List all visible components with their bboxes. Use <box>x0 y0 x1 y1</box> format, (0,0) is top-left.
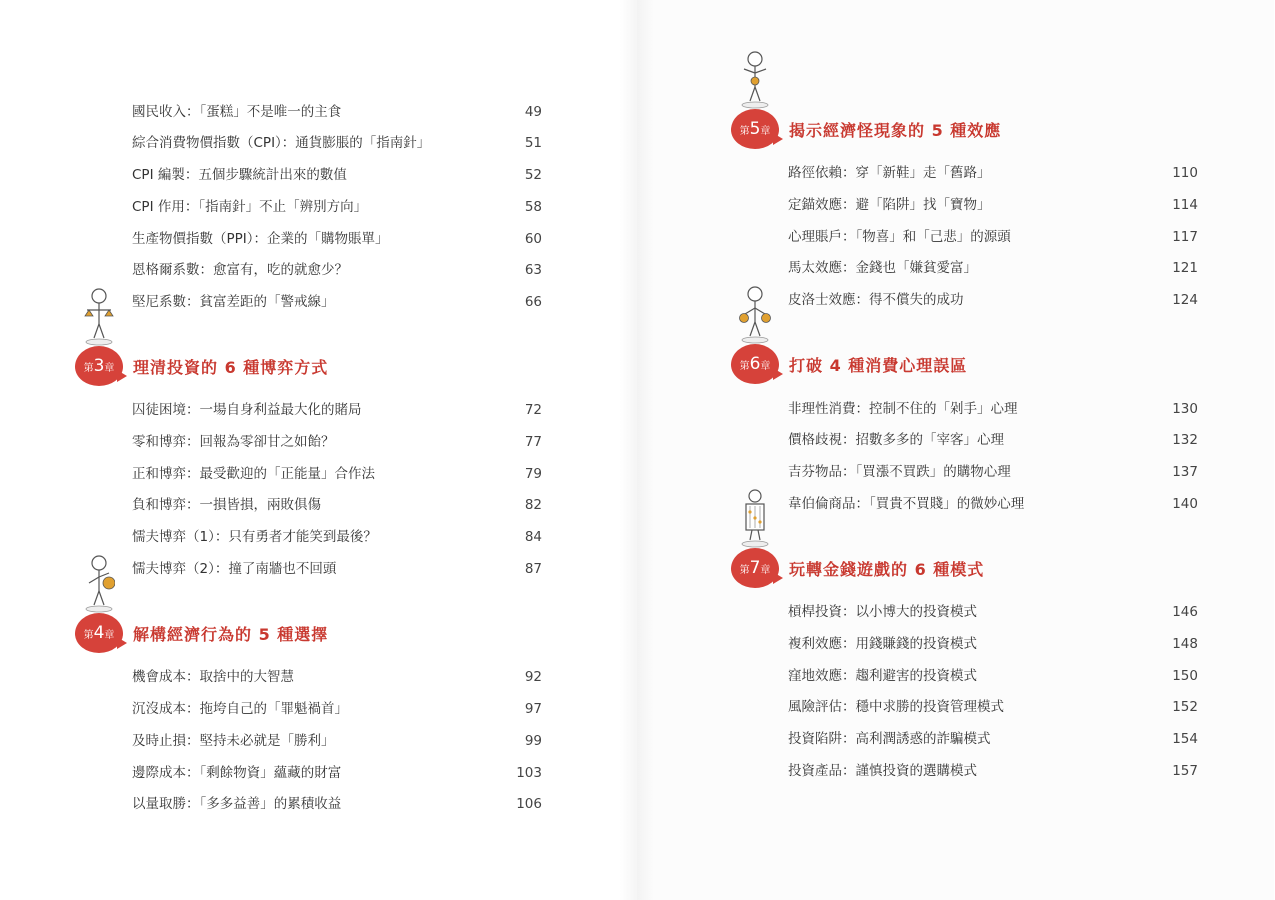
toc-entry-title: 心理賬戶：「物喜」和「己悲」的源頭 <box>788 229 1011 245</box>
toc-entry[interactable] <box>132 131 542 155</box>
toc-entry-title: CPI 編製：五個步驟統計出來的數值 <box>132 167 347 183</box>
toc-entry-title: 韋伯倫商品：「買貴不買賤」的微妙心理 <box>788 496 1025 512</box>
toc-entry[interactable] <box>132 697 542 721</box>
toc-entry[interactable] <box>788 193 1198 217</box>
toc-entry-page: 63 <box>524 262 542 278</box>
toc-entry-page: 150 <box>1172 668 1198 684</box>
toc-entry-title: 複利效應：用錢賺錢的投資模式 <box>788 636 977 652</box>
toc-entry-title: 負和博弈：一損皆損，兩敗俱傷 <box>132 497 321 513</box>
toc-entry-page: 82 <box>524 497 542 513</box>
toc-entry-title: 窪地效應：趨利避害的投資模式 <box>788 668 977 684</box>
toc-entry-page: 79 <box>524 466 542 482</box>
chapter-badge: 第5章 <box>731 109 779 149</box>
toc-entry-page: 92 <box>524 669 542 685</box>
chapter-title: 揭示經濟怪現象的 5 種效應 <box>789 121 1002 140</box>
toc-entry[interactable] <box>788 632 1198 656</box>
toc-entry[interactable] <box>132 665 542 689</box>
toc-entry[interactable] <box>132 258 542 282</box>
toc-entry-page: 66 <box>524 294 542 310</box>
toc-entry-title: 零和博弈：回報為零卻甘之如飴？ <box>132 434 335 450</box>
toc-entry[interactable] <box>788 600 1198 624</box>
chapter-title: 打破 4 種消費心理誤區 <box>789 356 968 375</box>
toc-entry-title: 懦夫博弈（2）：撞了南牆也不回頭 <box>132 561 337 577</box>
toc-entry[interactable] <box>132 100 542 124</box>
toc-entry-title: 懦夫博弈（1）：只有勇者才能笑到最後？ <box>132 529 377 545</box>
chapter-title: 理清投資的 6 種博弈方式 <box>133 358 329 377</box>
toc-entry-title: 囚徒困境：一場自身利益最大化的賭局 <box>132 402 362 418</box>
chapter-3-heading[interactable] <box>75 338 375 398</box>
toc-entry-title: 邊際成本：「剩餘物資」蘊藏的財富 <box>132 765 342 781</box>
toc-entry-page: 49 <box>524 104 542 120</box>
toc-entry-page: 97 <box>524 701 542 717</box>
toc-entry-title: 馬太效應：金錢也「嫌貧愛富」 <box>788 260 977 276</box>
chapter-4-heading[interactable] <box>75 605 375 665</box>
toc-entry-page: 152 <box>1172 699 1198 715</box>
toc-entry[interactable] <box>132 462 542 486</box>
toc-entry-page: 72 <box>524 402 542 418</box>
toc-entry-title: 堅尼系數：貧富差距的「警戒線」 <box>132 294 335 310</box>
chapter-title: 玩轉金錢遊戲的 6 種模式 <box>789 560 985 579</box>
toc-entry[interactable] <box>788 256 1198 280</box>
figure-moneybag-icon <box>83 553 115 613</box>
toc-entry-title: 風險評估：穩中求勝的投資管理模式 <box>788 699 1004 715</box>
toc-entry[interactable] <box>132 557 542 581</box>
toc-entry[interactable] <box>788 225 1198 249</box>
toc-entry[interactable] <box>788 695 1198 719</box>
toc-entry-page: 140 <box>1172 496 1198 512</box>
toc-entry-title: 定錨效應：避「陷阱」找「寶物」 <box>788 197 991 213</box>
chapter-badge: 第7章 <box>731 548 779 588</box>
toc-entry-title: CPI 作用：「指南針」不止「辨別方向」 <box>132 199 368 215</box>
toc-entry-page: 110 <box>1172 165 1198 181</box>
chapter-6-heading[interactable] <box>731 336 1051 396</box>
book-gutter <box>620 0 654 900</box>
toc-entry-title: 非理性消費：控制不住的「剁手」心理 <box>788 401 1018 417</box>
chapter-5-heading[interactable] <box>731 101 1051 161</box>
toc-entry-page: 84 <box>524 529 542 545</box>
toc-entry-title: 沉沒成本：拖垮自己的「罪魁禍首」 <box>132 701 348 717</box>
toc-entry-page: 58 <box>524 199 542 215</box>
toc-entry-page: 124 <box>1172 292 1198 308</box>
toc-entry[interactable] <box>788 460 1198 484</box>
toc-entry-title: 投資陷阱：高利潤誘惑的詐騙模式 <box>788 731 991 747</box>
toc-entry[interactable] <box>132 227 542 251</box>
toc-entry[interactable] <box>788 428 1198 452</box>
toc-entry-title: 機會成本：取捨中的大智慧 <box>132 669 294 685</box>
toc-entry-page: 137 <box>1172 464 1198 480</box>
chapter-badge: 第3章 <box>75 346 123 386</box>
toc-entry-page: 106 <box>516 796 542 812</box>
toc-entry[interactable] <box>132 163 542 187</box>
toc-entry[interactable] <box>132 525 542 549</box>
toc-entry[interactable] <box>788 492 1198 516</box>
figure-abacus-icon <box>739 488 771 548</box>
toc-entry[interactable] <box>788 397 1198 421</box>
toc-entry-page: 52 <box>524 167 542 183</box>
toc-entry[interactable] <box>132 729 542 753</box>
toc-entry[interactable] <box>788 727 1198 751</box>
toc-entry-page: 157 <box>1172 763 1198 779</box>
figure-scales-icon <box>83 286 115 346</box>
toc-entry-page: 60 <box>524 231 542 247</box>
toc-entry-title: 槓桿投資：以小博大的投資模式 <box>788 604 977 620</box>
figure-moneybags-icon <box>739 284 771 344</box>
toc-entry[interactable] <box>788 288 1198 312</box>
chapter-badge: 第4章 <box>75 613 123 653</box>
toc-entry-page: 146 <box>1172 604 1198 620</box>
toc-entry-title: 生產物價指數（PPI）：企業的「購物賬單」 <box>132 231 389 247</box>
toc-entry[interactable] <box>788 161 1198 185</box>
toc-entry-title: 以量取勝：「多多益善」的累積收益 <box>132 796 342 812</box>
chapter-title: 解構經濟行為的 5 種選擇 <box>133 625 329 644</box>
chapter-7-heading[interactable] <box>731 540 1051 600</box>
toc-entry-title: 投資產品：謹慎投資的選購模式 <box>788 763 977 779</box>
toc-entry-page: 130 <box>1172 401 1198 417</box>
toc-entry-page: 99 <box>524 733 542 749</box>
toc-entry-page: 148 <box>1172 636 1198 652</box>
toc-entry-title: 價格歧視：招數多多的「宰客」心理 <box>788 432 1004 448</box>
toc-entry-page: 114 <box>1172 197 1198 213</box>
toc-entry-title: 綜合消費物價指數（CPI）：通貨膨脹的「指南針」 <box>132 135 431 151</box>
toc-entry[interactable] <box>132 493 542 517</box>
toc-entry-title: 皮洛士效應：得不償失的成功 <box>788 292 964 308</box>
toc-entry[interactable] <box>132 290 542 314</box>
toc-entry[interactable] <box>132 430 542 454</box>
toc-entry[interactable] <box>788 664 1198 688</box>
toc-entry-title: 及時止損：堅持未必就是「勝利」 <box>132 733 335 749</box>
toc-entry-page: 87 <box>524 561 542 577</box>
toc-entry-page: 103 <box>516 765 542 781</box>
toc-entry-page: 121 <box>1172 260 1198 276</box>
toc-entry[interactable] <box>132 761 542 785</box>
toc-entry[interactable] <box>132 195 542 219</box>
toc-entry-title: 吉芬物品：「買漲不買跌」的購物心理 <box>788 464 1011 480</box>
toc-entry[interactable] <box>132 398 542 422</box>
chapter-badge: 第6章 <box>731 344 779 384</box>
toc-entry-page: 132 <box>1172 432 1198 448</box>
toc-entry-page: 77 <box>524 434 542 450</box>
toc-entry-page: 51 <box>524 135 542 151</box>
toc-entry-page: 154 <box>1172 731 1198 747</box>
figure-juggler-icon <box>739 49 771 109</box>
toc-entry-title: 恩格爾系數：愈富有，吃的就愈少？ <box>132 262 348 278</box>
toc-entry[interactable] <box>788 759 1198 783</box>
toc-entry[interactable] <box>132 792 542 816</box>
toc-entry-title: 路徑依賴：穿「新鞋」走「舊路」 <box>788 165 991 181</box>
toc-entry-title: 正和博弈：最受歡迎的「正能量」合作法 <box>132 466 375 482</box>
toc-entry-page: 117 <box>1172 229 1198 245</box>
toc-entry-title: 國民收入：「蛋糕」不是唯一的主食 <box>132 104 342 120</box>
